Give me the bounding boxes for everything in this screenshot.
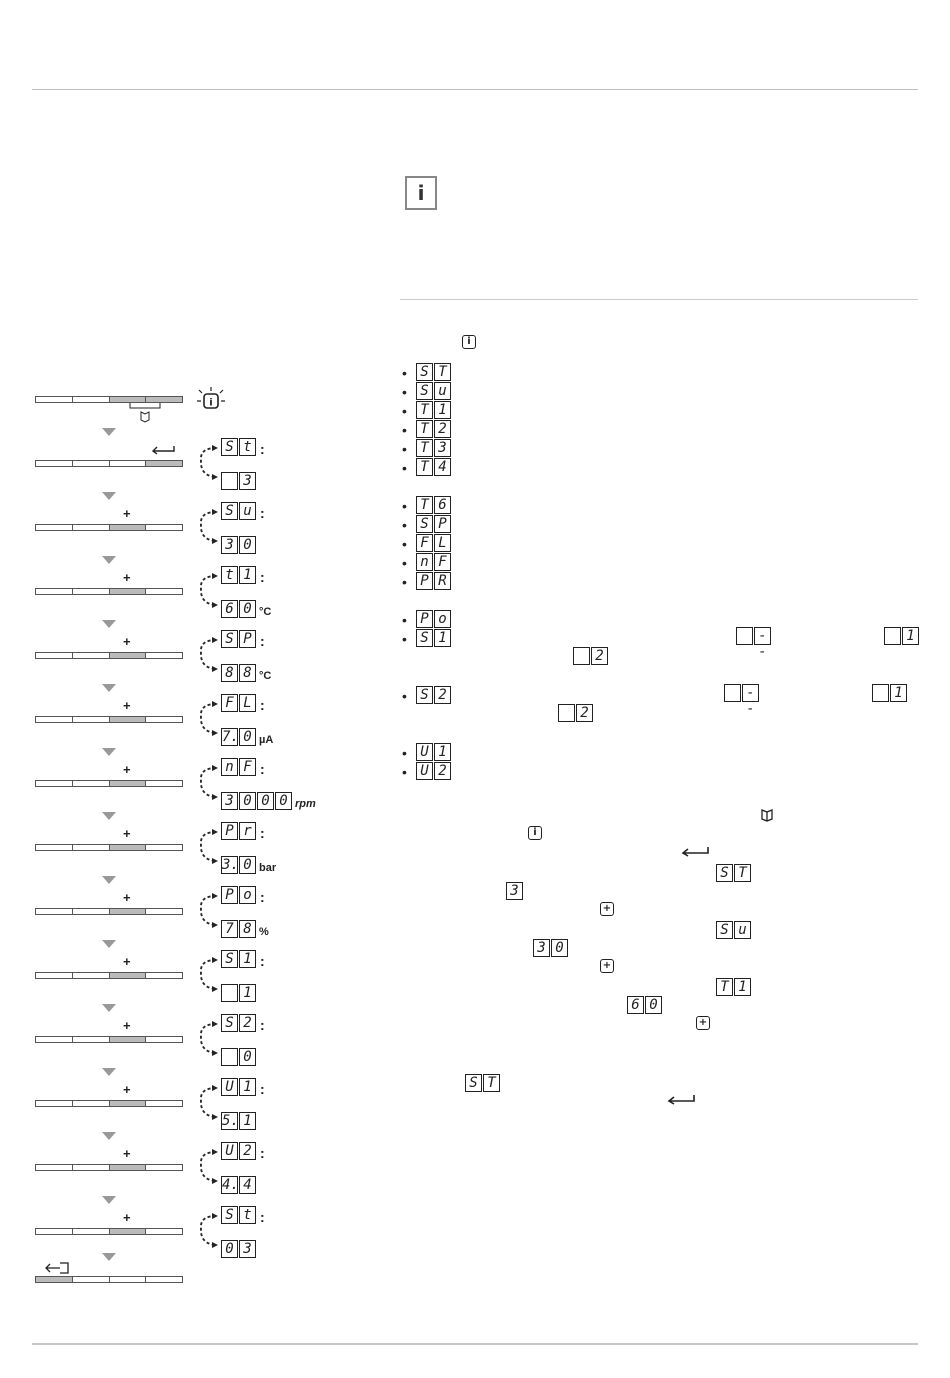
colon-separator: : [260,633,265,649]
display-digit: S [416,515,433,533]
plus-key-icon: + [123,570,131,585]
display-digit: 2 [239,1014,256,1032]
plus-key-icon: + [123,826,131,841]
display-digit: 3 [221,792,238,810]
display-digit [724,684,741,702]
parameter-value-display [221,1112,257,1130]
plus-key-icon: + [600,902,614,916]
keypad-bar [35,908,183,915]
keypad-bar [35,588,183,595]
parameter-code [416,496,452,514]
display-digit: S [221,438,238,456]
keypad-bar-start [35,396,183,403]
list-bullet: • [402,764,407,780]
section-divider [400,299,918,300]
unit-label: % [259,926,269,938]
colon-separator: : [260,1209,265,1225]
dashed-transition-arc [196,1080,220,1124]
display-digit: 1 [434,743,451,761]
display-digit: T [416,420,433,438]
plus-key-icon: + [123,1146,131,1161]
display-digit: 8 [221,664,238,682]
list-bullet: • [402,460,407,476]
parameter-code-display [221,1078,265,1096]
parameter-code [416,439,452,457]
info-notice-icon: i [405,176,437,210]
list-bullet: • [402,498,407,514]
keypad-bar [35,460,183,467]
colon-separator: : [260,441,265,457]
display-digit: -- [742,684,759,702]
dashed-transition-arc [196,1016,220,1060]
display-digit: S [221,502,238,520]
display-digit: P [416,610,433,628]
display-digit: F [239,758,256,776]
parameter-value-display [221,728,273,746]
display-digit: 0 [239,792,256,810]
display-digit: 0 [239,536,256,554]
display-digit: 3. [222,857,239,873]
list-bullet: • [402,384,407,400]
list-bullet: • [402,612,407,628]
parameter-value-display [221,600,271,618]
display-digit: S [465,1074,482,1092]
inline-display [716,921,752,939]
keypad-bar [35,1164,183,1171]
plus-key-icon: + [123,954,131,969]
step-down-triangle-icon [102,876,116,884]
parameter-code [416,762,452,780]
colon-separator: : [260,889,265,905]
inline-display [627,996,663,1014]
display-digit: 3 [239,472,256,490]
display-digit: S [716,864,733,882]
display-digit [884,627,901,645]
display-digit: S [716,921,733,939]
display-digit: T [416,401,433,419]
parameter-code-display [221,630,265,648]
keypad-bar [35,1228,183,1235]
parameter-code-display [221,886,265,904]
display-digit: 0 [645,996,662,1014]
inline-display [573,647,609,665]
parameter-value-display [221,1176,257,1194]
list-bullet: • [402,517,407,533]
parameter-value-display [221,536,257,554]
svg-text:i: i [209,397,213,409]
parameter-code-display [221,438,265,456]
display-digit: T [416,496,433,514]
parameter-code-display [221,1014,265,1032]
step-down-triangle-icon [102,748,116,756]
display-digit: 1 [239,984,256,1002]
display-digit [558,704,575,722]
step-down-triangle-icon [102,1253,116,1261]
inline-display [558,704,594,722]
parameter-code [416,382,452,400]
display-digit: 2 [434,686,451,704]
dashed-transition-arc [196,1208,220,1252]
parameter-code-display [221,1206,265,1224]
display-digit: U [221,1078,238,1096]
parameter-code [416,515,452,533]
display-digit: n [416,553,433,571]
display-digit: 0 [239,856,256,874]
display-digit: 3 [506,882,523,900]
inline-display [736,627,772,660]
list-bullet: • [402,555,407,571]
display-digit: 0 [257,792,274,810]
enter-arrow-icon [666,1093,696,1105]
unit-label: rpm [295,798,316,810]
display-digit: 5. [222,1113,239,1129]
display-digit [221,1048,238,1066]
blinking-info-icon [196,386,226,416]
keypad-bar-exit [35,1276,183,1283]
dashed-transition-arc [196,952,220,996]
plus-key-icon: + [123,762,131,777]
display-digit: 2 [434,420,451,438]
display-digit: S [416,629,433,647]
display-digit: 1 [239,950,256,968]
step-down-triangle-icon [102,1004,116,1012]
parameter-code-display [221,502,265,520]
parameter-code [416,629,452,647]
parameter-value-display [221,1240,257,1258]
parameter-code [416,458,452,476]
display-digit: 0 [239,600,256,618]
plus-key-icon: + [600,959,614,973]
step-down-triangle-icon [102,492,116,500]
display-digit: U [416,743,433,761]
step-down-triangle-icon [102,684,116,692]
parameter-code [416,572,452,590]
parameter-code [416,743,452,761]
enter-arrow-icon [680,845,710,857]
display-digit: t [221,566,238,584]
display-digit: L [434,534,451,552]
display-digit: U [221,1142,238,1160]
list-bullet: • [402,422,407,438]
list-bullet: • [402,745,407,761]
step-down-triangle-icon [102,1132,116,1140]
display-digit: S [221,1014,238,1032]
parameter-code [416,686,452,704]
bracket-icon [128,403,162,423]
step-down-triangle-icon [102,1196,116,1204]
parameter-code-display [221,566,265,584]
parameter-code [416,534,452,552]
display-digit: 6 [627,996,644,1014]
parameter-value-display [221,984,257,1002]
colon-separator: : [260,569,265,585]
list-bullet: • [402,536,407,552]
inline-display [465,1074,501,1092]
display-digit: P [221,822,238,840]
display-digit: 3 [434,439,451,457]
parameter-code [416,401,452,419]
display-digit: P [434,515,451,533]
display-digit: T [416,439,433,457]
display-digit: 7 [221,920,238,938]
dashed-transition-arc [196,888,220,932]
plus-key-icon: + [123,1082,131,1097]
display-digit: S [416,686,433,704]
display-digit: 1 [239,566,256,584]
unit-label: bar [259,862,277,874]
keypad-bar [35,652,183,659]
list-bullet: • [402,688,407,704]
display-digit: T [416,458,433,476]
info-key-icon: i [528,826,542,840]
display-digit: u [239,502,256,520]
inline-display [884,627,920,645]
inline-display [533,939,569,957]
plus-key-icon: + [123,698,131,713]
display-digit: 2 [239,1142,256,1160]
display-digit: P [416,572,433,590]
display-digit: S [416,382,433,400]
inline-display [716,864,752,882]
plus-key-icon: + [123,634,131,649]
display-digit: 2 [434,762,451,780]
display-digit: S [221,630,238,648]
display-digit: r [239,822,256,840]
display-digit: n [221,758,238,776]
display-digit: 8 [239,664,256,682]
colon-separator: : [260,697,265,713]
display-digit: S [416,363,433,381]
parameter-value-display [221,856,276,874]
keypad-bar [35,1100,183,1107]
list-bullet: • [402,403,407,419]
step-down-triangle-icon [102,428,116,436]
display-digit: 1 [902,627,919,645]
display-digit [872,684,889,702]
unit-label: °C [259,606,272,618]
display-digit: T [734,864,751,882]
display-digit: u [734,921,751,939]
display-digit: 2 [591,647,608,665]
step-down-triangle-icon [102,620,116,628]
list-bullet: • [402,365,407,381]
dashed-transition-arc [196,440,220,484]
display-digit: 1 [734,978,751,996]
display-digit: P [239,630,256,648]
parameter-code-display [221,822,265,840]
exit-arrow-icon [44,1262,70,1274]
display-digit: 0 [221,1240,238,1258]
inline-display [872,684,908,702]
display-digit: t [239,438,256,456]
step-down-triangle-icon [102,812,116,820]
dashed-transition-arc [196,760,220,804]
display-digit [221,472,238,490]
keypad-bar [35,844,183,851]
display-digit: U [416,762,433,780]
display-digit [736,627,753,645]
manual-book-icon [760,808,774,822]
display-digit: P [221,886,238,904]
display-digit: S [221,950,238,968]
parameter-code-display [221,694,265,712]
display-digit [221,984,238,1002]
colon-separator: : [260,1017,265,1033]
parameter-code [416,553,452,571]
display-digit: 3 [221,536,238,554]
step-down-triangle-icon [102,1068,116,1076]
dashed-transition-arc [196,632,220,676]
display-digit: 3 [239,1240,256,1258]
colon-separator: : [260,761,265,777]
colon-separator: : [260,825,265,841]
dashed-transition-arc [196,696,220,740]
dashed-transition-arc [196,824,220,868]
display-digit: 4 [239,1176,256,1194]
dashed-transition-arc [196,568,220,612]
header-rule [32,89,918,90]
plus-key-icon: + [123,1210,131,1225]
list-bullet: • [402,631,407,647]
display-digit: 1 [239,1112,256,1130]
display-digit: u [434,382,451,400]
info-key-icon: i [462,335,476,349]
keypad-bar [35,780,183,787]
list-bullet: • [402,574,407,590]
display-digit: t [239,1206,256,1224]
display-digit: -- [754,627,771,645]
parameter-value-display [221,920,269,938]
keypad-bar [35,1036,183,1043]
display-digit [573,647,590,665]
display-digit: 0 [239,1048,256,1066]
inline-display [506,882,524,900]
colon-separator: : [260,505,265,521]
plus-key-icon: + [123,1018,131,1033]
keypad-bar [35,716,183,723]
display-digit: F [416,534,433,552]
display-digit: S [221,1206,238,1224]
inline-display [724,684,760,717]
parameter-value-display [221,664,271,682]
display-digit: 4. [222,1177,239,1193]
parameter-code [416,363,452,381]
display-digit: 6 [434,496,451,514]
plus-key-icon: + [123,890,131,905]
inline-display [716,978,752,996]
display-digit: T [434,363,451,381]
parameter-value-display [221,472,257,490]
dashed-transition-arc [196,1144,220,1188]
display-digit: 6 [221,600,238,618]
display-digit: T [483,1074,500,1092]
parameter-value-display [221,1048,257,1066]
parameter-value-display [221,792,316,810]
display-digit: F [434,553,451,571]
plus-key-icon: + [123,506,131,521]
display-digit: 7. [222,729,239,745]
colon-separator: : [260,1145,265,1161]
display-digit: L [239,694,256,712]
unit-label: °C [259,670,272,682]
colon-separator: : [260,953,265,969]
display-digit: o [434,610,451,628]
display-digit: T [716,978,733,996]
parameter-code [416,610,452,628]
display-digit: 1 [434,401,451,419]
display-digit: 1 [434,629,451,647]
display-digit: F [221,694,238,712]
step-down-triangle-icon [102,556,116,564]
parameter-code-display [221,758,265,776]
colon-separator: : [260,1081,265,1097]
display-digit: 2 [576,704,593,722]
plus-key-icon: + [696,1016,710,1030]
display-digit: 0 [551,939,568,957]
dashed-transition-arc [196,504,220,548]
step-down-triangle-icon [102,940,116,948]
display-digit: o [239,886,256,904]
keypad-bar [35,524,183,531]
parameter-code-display [221,1142,265,1160]
display-digit: 8 [239,920,256,938]
unit-label: µA [259,734,274,746]
parameter-code-display [221,950,265,968]
display-digit: 3 [533,939,550,957]
display-digit: 4 [434,458,451,476]
list-bullet: • [402,441,407,457]
display-digit: 1 [239,1078,256,1096]
display-digit: 0 [239,728,256,746]
enter-arrow-icon [150,445,176,455]
parameter-code [416,420,452,438]
footer-rule [32,1343,918,1345]
display-digit: R [434,572,451,590]
display-digit: 1 [890,684,907,702]
display-digit: 0 [275,792,292,810]
keypad-bar [35,972,183,979]
